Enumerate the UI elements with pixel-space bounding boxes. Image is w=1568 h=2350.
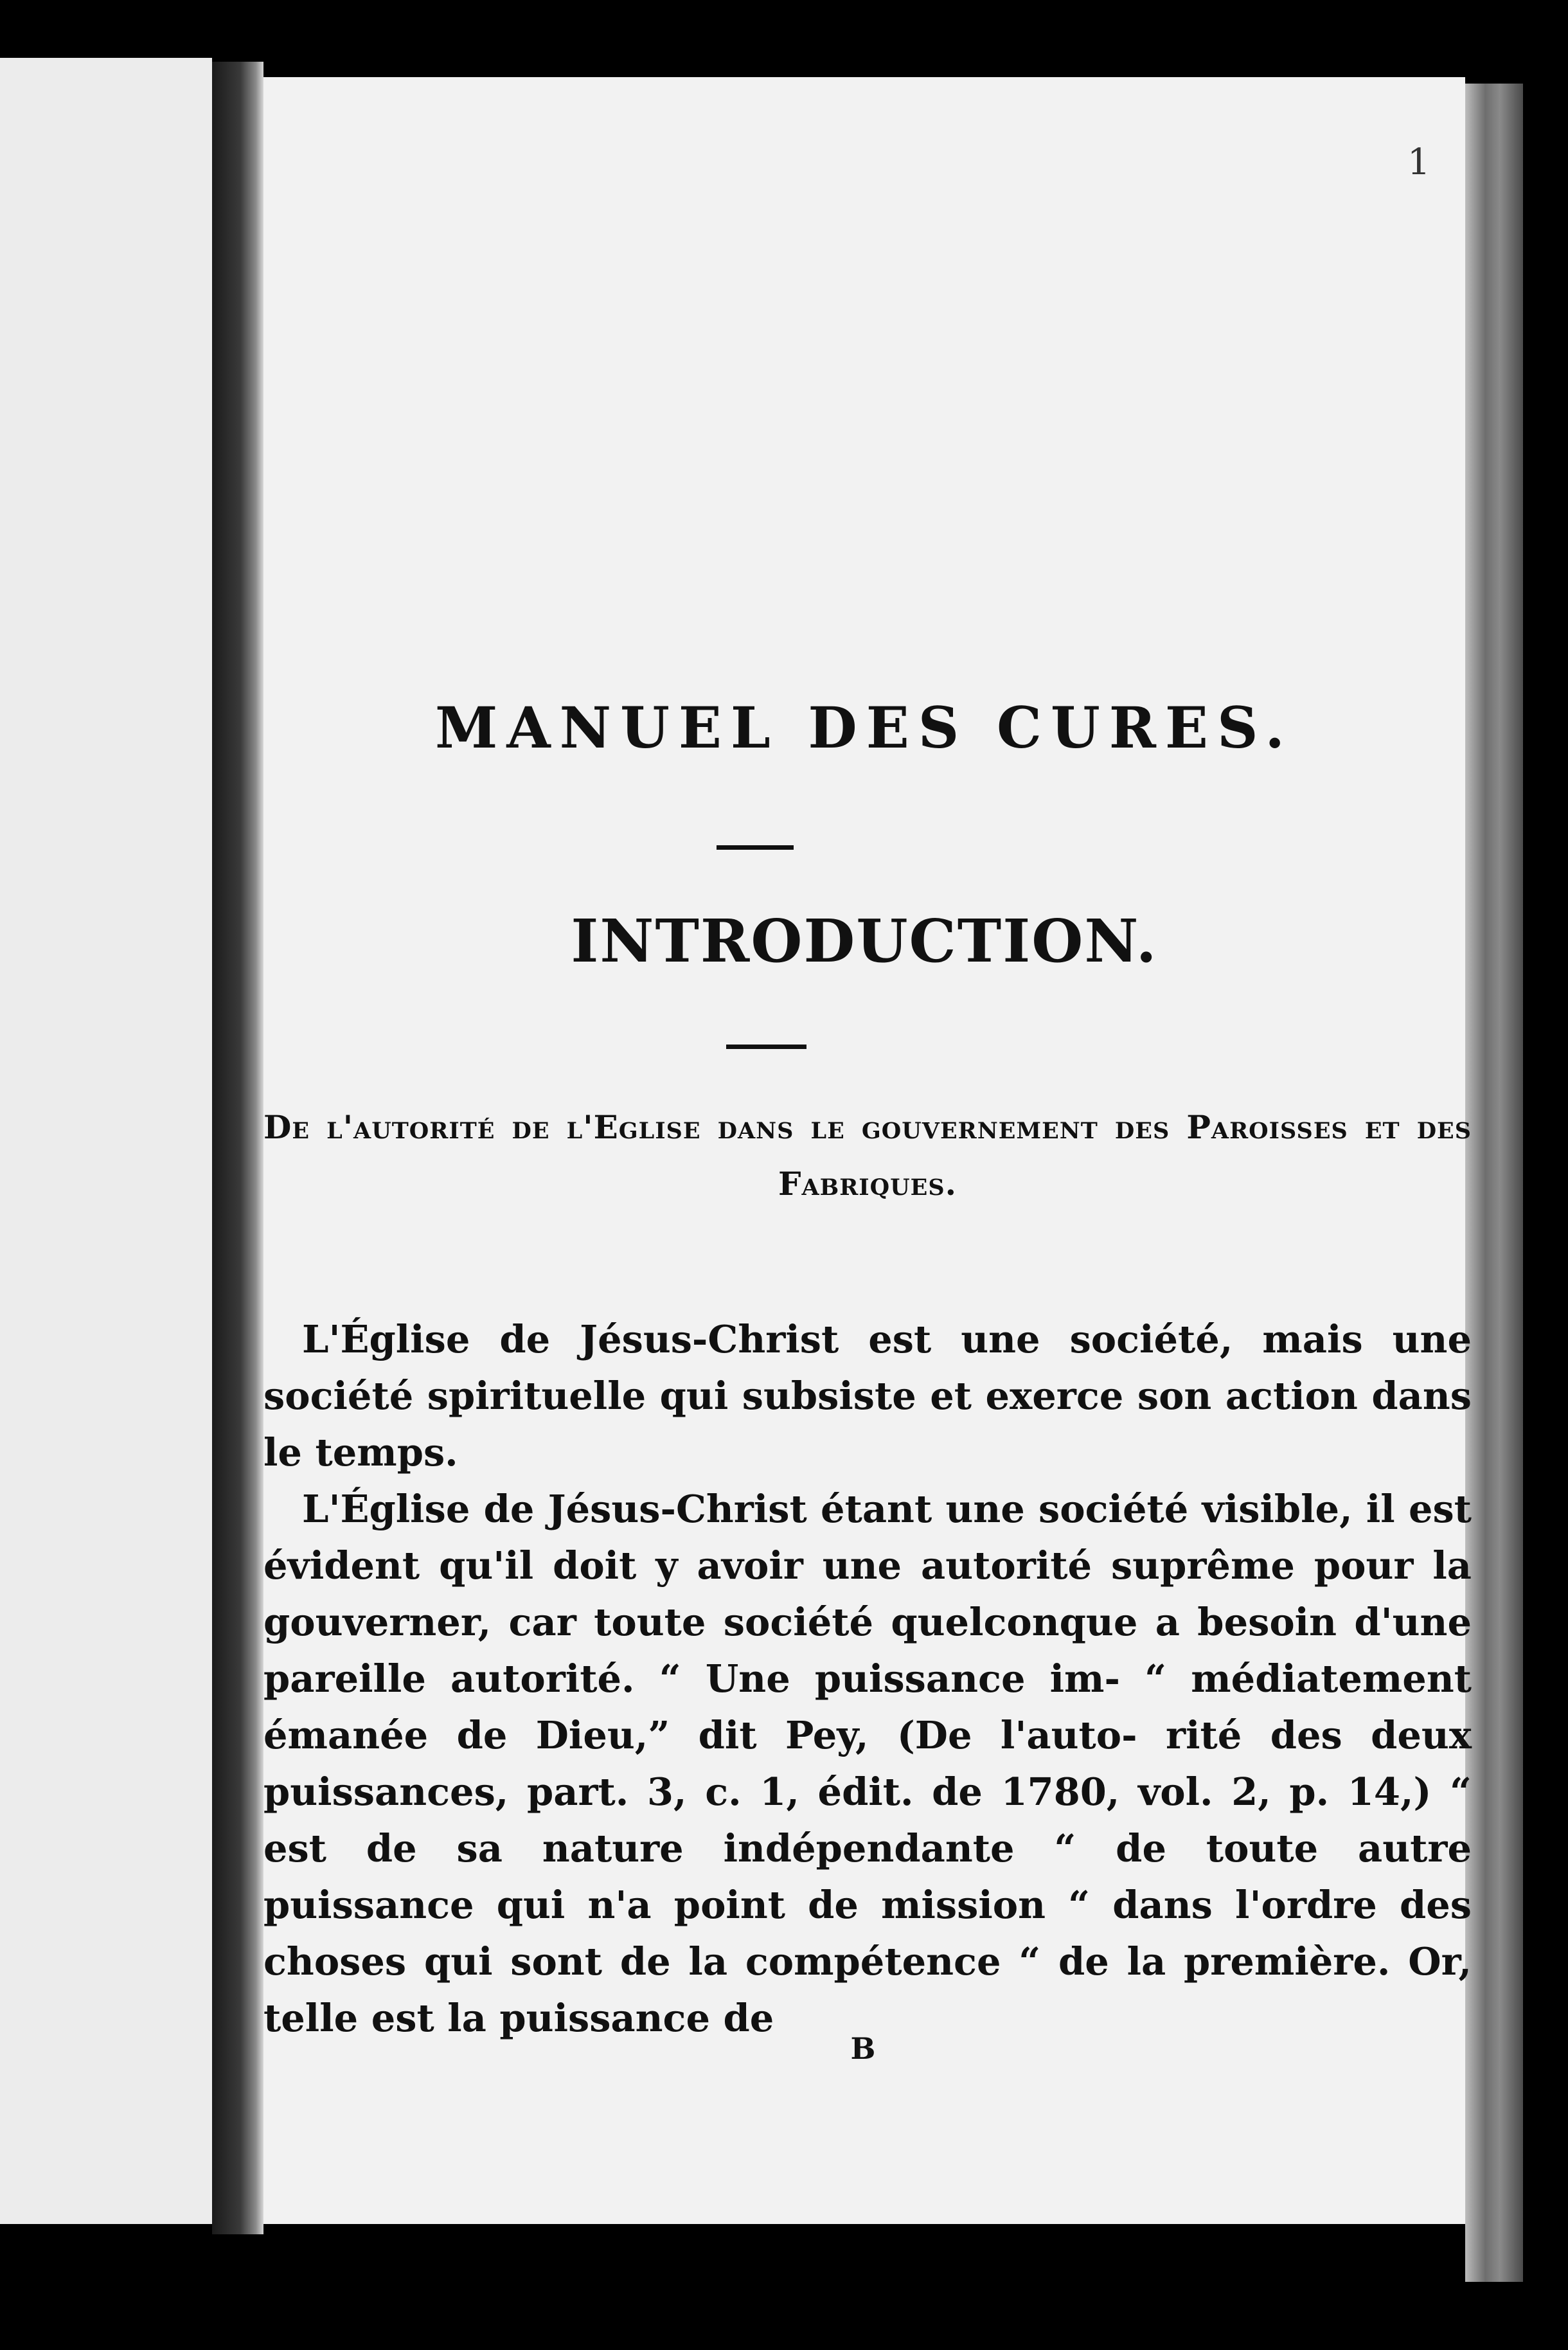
book-page [263,77,1472,2224]
corner-mark: 1 [1407,141,1430,183]
page-stack-edge [1465,84,1523,2282]
subheading: De l'autorité de l'Eglise dans le gouvernement des Paroisses et des Fabriques. [263,1108,1472,1203]
paragraph: L'Église de Jésus-Christ étant une société visible, il est évident qu'il doit y avoir une autorité suprême pour la gouverner, car toute société quelconque a besoin d'une pareille autorité. “ Une puissance im- “ médiatement émanée de Dieu,” dit Pey, (De l'auto- rité des deux puissances, part. 3, c. 1, édit. de 1780, vol. 2, p. 14,) “ est de sa nature indépendante “ de toute autre puissance qui n'a point de mission “ dans l'ordre des choses qui sont de la compétence “ de la première. Or, telle est la puissance de [263,1487,1472,2040]
signature-mark: B [850,2031,878,2066]
paragraph: L'Église de Jésus-Christ est une société, mais une société spirituelle qui subsiste et exerce son action dans le temps. [263,1317,1472,1475]
title-rule [717,845,794,850]
section-title: INTRODUCTION. [571,906,1158,976]
left-page-edge [0,58,212,2224]
section-rule [726,1045,806,1049]
running-title: MANUEL DES CURES. [434,694,1294,761]
body-text [263,1311,1472,2047]
book-gutter [212,62,263,2234]
